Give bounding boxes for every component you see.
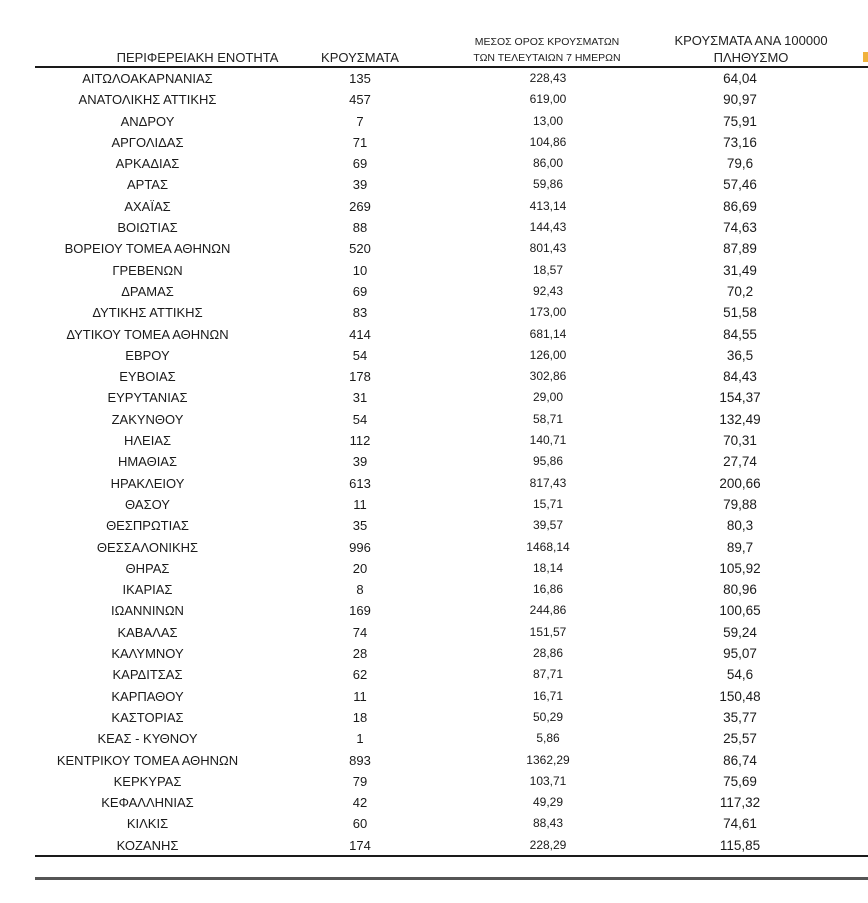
per100k-cell: 25,57 bbox=[723, 731, 757, 747]
region-cell: ΑΝΔΡΟΥ bbox=[120, 113, 175, 129]
avg7-cell: 619,00 bbox=[529, 92, 567, 107]
per100k-cell: 70,2 bbox=[726, 283, 754, 299]
region-cell: ΚΑΒΑΛΑΣ bbox=[117, 624, 178, 640]
avg7-cell: 88,43 bbox=[532, 816, 564, 831]
region-cell: ΚΑΣΤΟΡΙΑΣ bbox=[111, 709, 184, 725]
region-cell: ΕΥΒΟΙΑΣ bbox=[119, 369, 176, 385]
table-row bbox=[0, 154, 868, 175]
avg7-cell: 817,43 bbox=[529, 475, 567, 490]
region-cell: ΓΡΕΒΕΝΩΝ bbox=[112, 262, 183, 278]
region-cell: ΘΕΣΣΑΛΟΝΙΚΗΣ bbox=[96, 539, 199, 555]
avg7-cell: 16,86 bbox=[532, 582, 564, 597]
per100k-cell: 80,96 bbox=[723, 582, 757, 598]
table-row bbox=[0, 793, 868, 814]
avg7-cell: 29,00 bbox=[532, 390, 564, 405]
footer-divider bbox=[35, 877, 868, 880]
cases-cell: 28 bbox=[352, 646, 368, 662]
avg7-cell: 28,86 bbox=[532, 646, 564, 661]
region-cell: ΚΟΖΑΝΗΣ bbox=[116, 837, 179, 853]
table-row bbox=[0, 175, 868, 196]
per100k-cell: 35,77 bbox=[723, 709, 757, 725]
per100k-cell: 86,69 bbox=[723, 198, 757, 214]
table-row bbox=[0, 772, 868, 793]
region-cell: ΑΙΤΩΛΟΑΚΑΡΝΑΝΙΑΣ bbox=[82, 71, 213, 86]
region-cell: ΘΕΣΠΡΩΤΙΑΣ bbox=[106, 518, 189, 534]
header-cases-per-100k-line2: ΠΛΗΘΥΣΜΟ bbox=[713, 50, 789, 65]
cases-cell: 20 bbox=[352, 560, 368, 576]
region-cell: ΚΕΝΤΡΙΚΟΥ ΤΟΜΕΑ ΑΘΗΝΩΝ bbox=[56, 752, 239, 768]
table-body bbox=[0, 69, 868, 857]
table-row bbox=[0, 388, 868, 409]
avg7-cell: 151,57 bbox=[529, 624, 567, 639]
per100k-cell: 105,92 bbox=[719, 560, 761, 576]
per100k-cell: 132,49 bbox=[719, 411, 761, 427]
per100k-cell: 90,97 bbox=[723, 92, 757, 108]
table-bottom-divider bbox=[35, 855, 868, 857]
cases-cell: 31 bbox=[352, 390, 368, 406]
table-row bbox=[0, 303, 868, 324]
table-row bbox=[0, 410, 868, 431]
per100k-cell: 154,37 bbox=[719, 390, 761, 406]
per100k-cell: 57,46 bbox=[723, 177, 757, 193]
cases-cell: 269 bbox=[349, 198, 371, 214]
avg7-cell: 86,00 bbox=[532, 156, 564, 171]
per100k-cell: 54,6 bbox=[726, 667, 754, 683]
per100k-cell: 79,6 bbox=[726, 156, 754, 172]
table-row bbox=[0, 751, 868, 772]
table-row bbox=[0, 836, 868, 857]
region-cell: ΔΥΤΙΚΗΣ ΑΤΤΙΚΗΣ bbox=[92, 305, 203, 321]
per100k-cell: 75,69 bbox=[723, 773, 757, 789]
cases-cell: 39 bbox=[352, 177, 368, 193]
avg7-cell: 104,86 bbox=[529, 134, 567, 149]
avg7-cell: 87,71 bbox=[532, 667, 564, 682]
region-cell: ΗΡΑΚΛΕΙΟΥ bbox=[110, 475, 185, 491]
cases-cell: 83 bbox=[352, 305, 368, 321]
header-7day-average bbox=[452, 34, 642, 66]
cases-cell: 174 bbox=[349, 837, 371, 853]
header-cases: ΚΡΟΥΣΜΑΤΑ bbox=[321, 50, 399, 65]
header-7day-average-line1: ΜΕΣΟΣ ΟΡΟΣ ΚΡΟΥΣΜΑΤΩΝ bbox=[474, 36, 620, 48]
avg7-cell: 140,71 bbox=[529, 433, 567, 448]
cases-cell: 414 bbox=[349, 326, 371, 342]
cases-cell: 60 bbox=[352, 816, 368, 832]
region-cell: ΖΑΚΥΝΘΟΥ bbox=[111, 411, 184, 427]
table-row bbox=[0, 69, 868, 90]
region-cell: ΚΙΛΚΙΣ bbox=[126, 816, 169, 832]
cases-cell: 54 bbox=[352, 411, 368, 427]
cases-cell: 457 bbox=[349, 92, 371, 108]
region-cell: ΙΚΑΡΙΑΣ bbox=[122, 582, 173, 598]
per100k-cell: 150,48 bbox=[719, 688, 761, 704]
per100k-cell: 36,5 bbox=[726, 347, 754, 363]
table-row bbox=[0, 112, 868, 133]
cases-cell: 69 bbox=[352, 283, 368, 299]
table-row bbox=[0, 452, 868, 473]
region-cell: ΘΑΣΟΥ bbox=[125, 496, 170, 512]
cases-cell: 39 bbox=[352, 454, 368, 470]
avg7-cell: 244,86 bbox=[529, 603, 567, 618]
avg7-cell: 144,43 bbox=[529, 220, 567, 235]
region-cell: ΚΑΡΔΙΤΣΑΣ bbox=[112, 667, 183, 683]
cases-cell: 8 bbox=[356, 582, 364, 598]
per100k-cell: 84,55 bbox=[723, 326, 757, 342]
avg7-cell: 126,00 bbox=[529, 347, 567, 362]
avg7-cell: 413,14 bbox=[529, 198, 567, 213]
table-row bbox=[0, 367, 868, 388]
cases-cell: 74 bbox=[352, 624, 368, 640]
region-cell: ΒΟΡΕΙΟΥ ΤΟΜΕΑ ΑΘΗΝΩΝ bbox=[64, 241, 231, 257]
table-row bbox=[0, 197, 868, 218]
region-cell: ΕΒΡΟΥ bbox=[125, 347, 170, 363]
cases-cell: 613 bbox=[349, 475, 371, 491]
region-cell: ΚΕΦΑΛΛΗΝΙΑΣ bbox=[101, 795, 194, 811]
cases-cell: 35 bbox=[352, 518, 368, 534]
cases-cell: 54 bbox=[352, 347, 368, 363]
per100k-cell: 73,16 bbox=[723, 134, 757, 150]
region-cell: ΒΟΙΩΤΙΑΣ bbox=[117, 220, 178, 236]
per100k-cell: 117,32 bbox=[719, 795, 761, 811]
avg7-cell: 681,14 bbox=[529, 326, 567, 341]
cases-cell: 112 bbox=[349, 433, 371, 449]
avg7-cell: 18,57 bbox=[532, 262, 564, 277]
table-row bbox=[0, 239, 868, 260]
avg7-cell: 18,14 bbox=[532, 560, 564, 575]
region-cell: ΙΩΑΝΝΙΝΩΝ bbox=[111, 603, 184, 619]
avg7-cell: 49,29 bbox=[532, 795, 564, 810]
table-row bbox=[0, 516, 868, 537]
table-row bbox=[0, 601, 868, 622]
table-row bbox=[0, 687, 868, 708]
cases-cell: 79 bbox=[352, 773, 368, 789]
cases-cell: 996 bbox=[349, 539, 371, 555]
per100k-cell: 74,63 bbox=[723, 220, 757, 236]
region-cell: ΘΗΡΑΣ bbox=[125, 560, 170, 576]
cases-cell: 69 bbox=[352, 156, 368, 172]
cases-cell: 520 bbox=[349, 241, 371, 257]
region-cell: ΑΝΑΤΟΛΙΚΗΣ ΑΤΤΙΚΗΣ bbox=[78, 92, 217, 108]
cases-cell: 178 bbox=[349, 369, 371, 385]
per100k-cell: 70,31 bbox=[723, 433, 757, 449]
table-row bbox=[0, 559, 868, 580]
table-row bbox=[0, 814, 868, 835]
per100k-cell: 64,04 bbox=[723, 71, 757, 86]
avg7-cell: 50,29 bbox=[532, 709, 564, 724]
avg7-cell: 103,71 bbox=[529, 773, 567, 788]
table-row bbox=[0, 346, 868, 367]
table-row bbox=[0, 538, 868, 559]
cases-cell: 88 bbox=[352, 220, 368, 236]
per100k-cell: 86,74 bbox=[723, 752, 757, 768]
table-row bbox=[0, 282, 868, 303]
cases-cell: 11 bbox=[353, 496, 367, 512]
avg7-cell: 92,43 bbox=[532, 283, 564, 298]
avg7-cell: 39,57 bbox=[532, 518, 564, 533]
table-row bbox=[0, 495, 868, 516]
region-cell: ΑΡΓΟΛΙΔΑΣ bbox=[111, 134, 184, 150]
avg7-cell: 1362,29 bbox=[526, 752, 570, 767]
per100k-cell: 95,07 bbox=[723, 646, 757, 662]
header-cases-per-100k bbox=[640, 32, 862, 66]
header-region: ΠΕΡΙΦΕΡΕΙΑΚΗ ΕΝΟΤΗΤΑ bbox=[116, 50, 279, 65]
avg7-cell: 13,00 bbox=[532, 113, 564, 128]
region-cell: ΚΕΡΚΥΡΑΣ bbox=[113, 773, 182, 789]
per100k-cell: 87,89 bbox=[723, 241, 757, 257]
cases-cell: 71 bbox=[352, 134, 368, 150]
per100k-cell: 27,74 bbox=[723, 454, 757, 470]
region-cell: ΚΑΛΥΜΝΟΥ bbox=[111, 646, 184, 662]
avg7-cell: 15,71 bbox=[532, 496, 564, 511]
cases-cell: 11 bbox=[353, 688, 367, 704]
region-cell: ΕΥΡΥΤΑΝΙΑΣ bbox=[107, 390, 188, 406]
avg7-cell: 95,86 bbox=[532, 454, 564, 469]
avg7-cell: 801,43 bbox=[529, 241, 567, 256]
region-cell: ΗΛΕΙΑΣ bbox=[123, 433, 172, 449]
table-row bbox=[0, 474, 868, 495]
per100k-cell: 79,88 bbox=[723, 496, 757, 512]
table-row bbox=[0, 90, 868, 111]
table-row bbox=[0, 708, 868, 729]
per100k-cell: 75,91 bbox=[723, 113, 757, 129]
region-cell: ΗΜΑΘΙΑΣ bbox=[117, 454, 178, 470]
cases-cell: 42 bbox=[352, 795, 368, 811]
region-cell: ΚΑΡΠΑΘΟΥ bbox=[111, 688, 184, 704]
table-row bbox=[0, 218, 868, 239]
cases-cell: 18 bbox=[352, 709, 368, 725]
cases-cell: 893 bbox=[349, 752, 371, 768]
region-cell: ΑΡΤΑΣ bbox=[126, 177, 169, 193]
avg7-cell: 58,71 bbox=[532, 411, 564, 426]
avg7-cell: 302,86 bbox=[529, 369, 567, 384]
per100k-cell: 89,7 bbox=[726, 539, 754, 555]
table-row bbox=[0, 580, 868, 601]
header-7day-average-line2: ΤΩΝ ΤΕΛΕΥΤΑΙΩΝ 7 ΗΜΕΡΩΝ bbox=[473, 52, 621, 64]
cases-cell: 10 bbox=[352, 262, 368, 278]
avg7-cell: 5,86 bbox=[536, 731, 560, 746]
region-cell: ΚΕΑΣ - ΚΥΘΝΟΥ bbox=[97, 731, 198, 747]
avg7-cell: 228,29 bbox=[529, 837, 567, 852]
table-row bbox=[0, 644, 868, 665]
cases-cell: 135 bbox=[349, 71, 371, 86]
per100k-cell: 74,61 bbox=[723, 816, 757, 832]
per100k-cell: 59,24 bbox=[723, 624, 757, 640]
header-divider bbox=[35, 66, 868, 68]
per100k-cell: 84,43 bbox=[723, 369, 757, 385]
region-cell: ΑΡΚΑΔΙΑΣ bbox=[115, 156, 180, 172]
table-row bbox=[0, 325, 868, 346]
table-row bbox=[0, 431, 868, 452]
per100k-cell: 31,49 bbox=[723, 262, 757, 278]
region-cell: ΑΧΑΪΑΣ bbox=[124, 198, 171, 214]
cases-cell: 62 bbox=[352, 667, 368, 683]
table-row bbox=[0, 133, 868, 154]
cases-cell: 169 bbox=[349, 603, 371, 619]
avg7-cell: 228,43 bbox=[529, 71, 567, 85]
cases-cell: 7 bbox=[356, 113, 364, 129]
avg7-cell: 173,00 bbox=[529, 305, 567, 320]
clipped-column-marker bbox=[863, 52, 868, 62]
avg7-cell: 16,71 bbox=[532, 688, 564, 703]
cases-cell: 1 bbox=[356, 731, 364, 747]
per100k-cell: 115,85 bbox=[719, 837, 761, 853]
table-row bbox=[0, 623, 868, 644]
region-cell: ΔΡΑΜΑΣ bbox=[121, 283, 174, 299]
per100k-cell: 51,58 bbox=[723, 305, 757, 321]
per100k-cell: 200,66 bbox=[719, 475, 761, 491]
table-row bbox=[0, 665, 868, 686]
per100k-cell: 80,3 bbox=[726, 518, 754, 534]
table-row bbox=[0, 261, 868, 282]
header-cases-per-100k-line1: ΚΡΟΥΣΜΑΤΑ ΑΝΑ 100000 bbox=[674, 33, 828, 48]
table-row bbox=[0, 729, 868, 750]
per100k-cell: 100,65 bbox=[719, 603, 761, 619]
region-cell: ΔΥΤΙΚΟΥ ΤΟΜΕΑ ΑΘΗΝΩΝ bbox=[66, 326, 229, 342]
avg7-cell: 1468,14 bbox=[526, 539, 570, 554]
avg7-cell: 59,86 bbox=[532, 177, 564, 192]
